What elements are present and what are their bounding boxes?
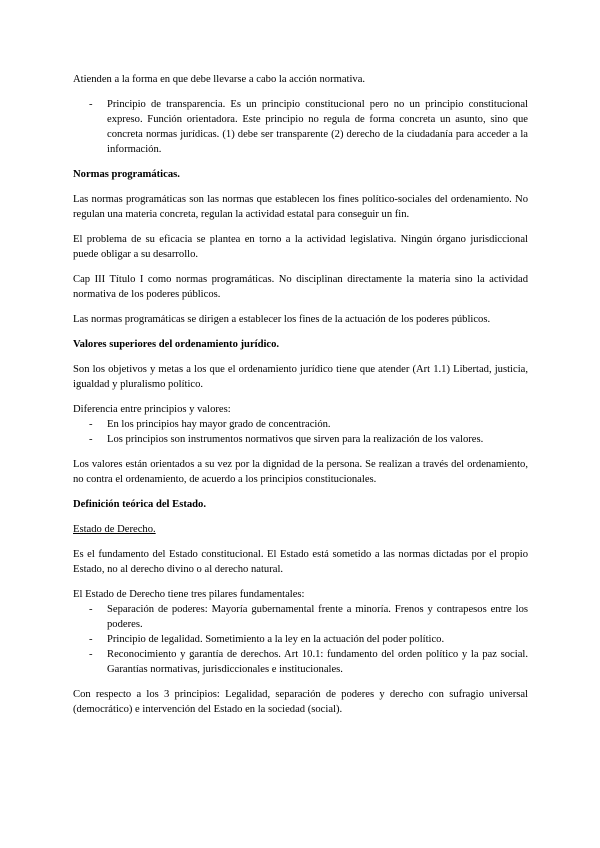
heading-definicion-estado: Definición teórica del Estado. [73, 499, 206, 510]
paragraph: Las normas programáticas son las normas que establecen los fines político-sociales del ordenamiento. No regulan una materia concreta, regulan la actividad estatal para conseguir un fin. [73, 194, 528, 220]
paragraph: Con respecto a los 3 principios: Legalidad, separación de poderes y derecho con sufragio universal (democrático) e intervención del Estado en la sociedad (social). [73, 689, 528, 715]
list-item: - Reconocimiento y garantía de derechos. Art 10.1: fundamento del orden político y la paz social. Garantías normativas, jurisdiccionales e institucionales. [89, 649, 528, 675]
pilares-list [73, 602, 528, 677]
paragraph: Son los objetivos y metas a los que el ordenamiento jurídico tiene que atender (Art 1.1) Libertad, justicia, igualdad y pluralismo político. [73, 364, 528, 390]
paragraph: Las normas programáticas se dirigen a establecer los fines de la actuación de los poderes públicos. [73, 314, 491, 325]
transparencia-list [73, 97, 528, 157]
paragraph: El problema de su eficacia se plantea en torno a la actividad legislativa. Ningún órgano jurisdiccional puede obligar a su desarrollo. [73, 234, 528, 260]
paragraph: Cap III Título I como normas programáticas. No disciplinan directamente la materia sino la actividad normativa de los poderes públicos. [73, 274, 528, 300]
heading-normas-programaticas: Normas programáticas. [73, 169, 180, 180]
list-item: - Separación de poderes: Mayoría gubernamental frente a minoría. Frenos y contrapesos entre los poderes. [89, 604, 528, 630]
list-item: - Principio de legalidad. Sometimiento a la ley en la actuación del poder político. [89, 634, 445, 645]
heading-valores-superiores: Valores superiores del ordenamiento jurídico. [73, 339, 280, 350]
pilares-label: El Estado de Derecho tiene tres pilares fundamentales: [73, 589, 305, 600]
list-item: - Los principios son instrumentos normativos que sirven para la realización de los valores. [89, 434, 484, 445]
diff-label: Diferencia entre principios y valores: [73, 404, 231, 415]
subheading-estado-de-derecho: Estado de Derecho. [73, 524, 156, 535]
diff-list [73, 417, 528, 447]
intro-paragraph: Atienden a la forma en que debe llevarse a cabo la acción normativa. [73, 74, 366, 85]
list-item: - En los principios hay mayor grado de concentración. [89, 419, 331, 430]
list-item: - Principio de transparencia. Es un principio constitucional pero no un principio constitucional expreso. Función orientadora. Este principio no regula de forma concreta un asunto, sino que concreta normas jurídicas. (1) debe ser transparente (2) derecho de la ciudadanía para acceder a la información. [89, 99, 528, 155]
document-page [73, 72, 528, 727]
paragraph: Es el fundamento del Estado constitucional. El Estado está sometido a las normas dictadas por el propio Estado, no al derecho divino o al derecho natural. [73, 549, 528, 575]
paragraph: Los valores están orientados a su vez por la dignidad de la persona. Se realizan a través del ordenamiento, no contra el ordenamiento, de acuerdo a los principios constitucionales. [73, 459, 528, 485]
